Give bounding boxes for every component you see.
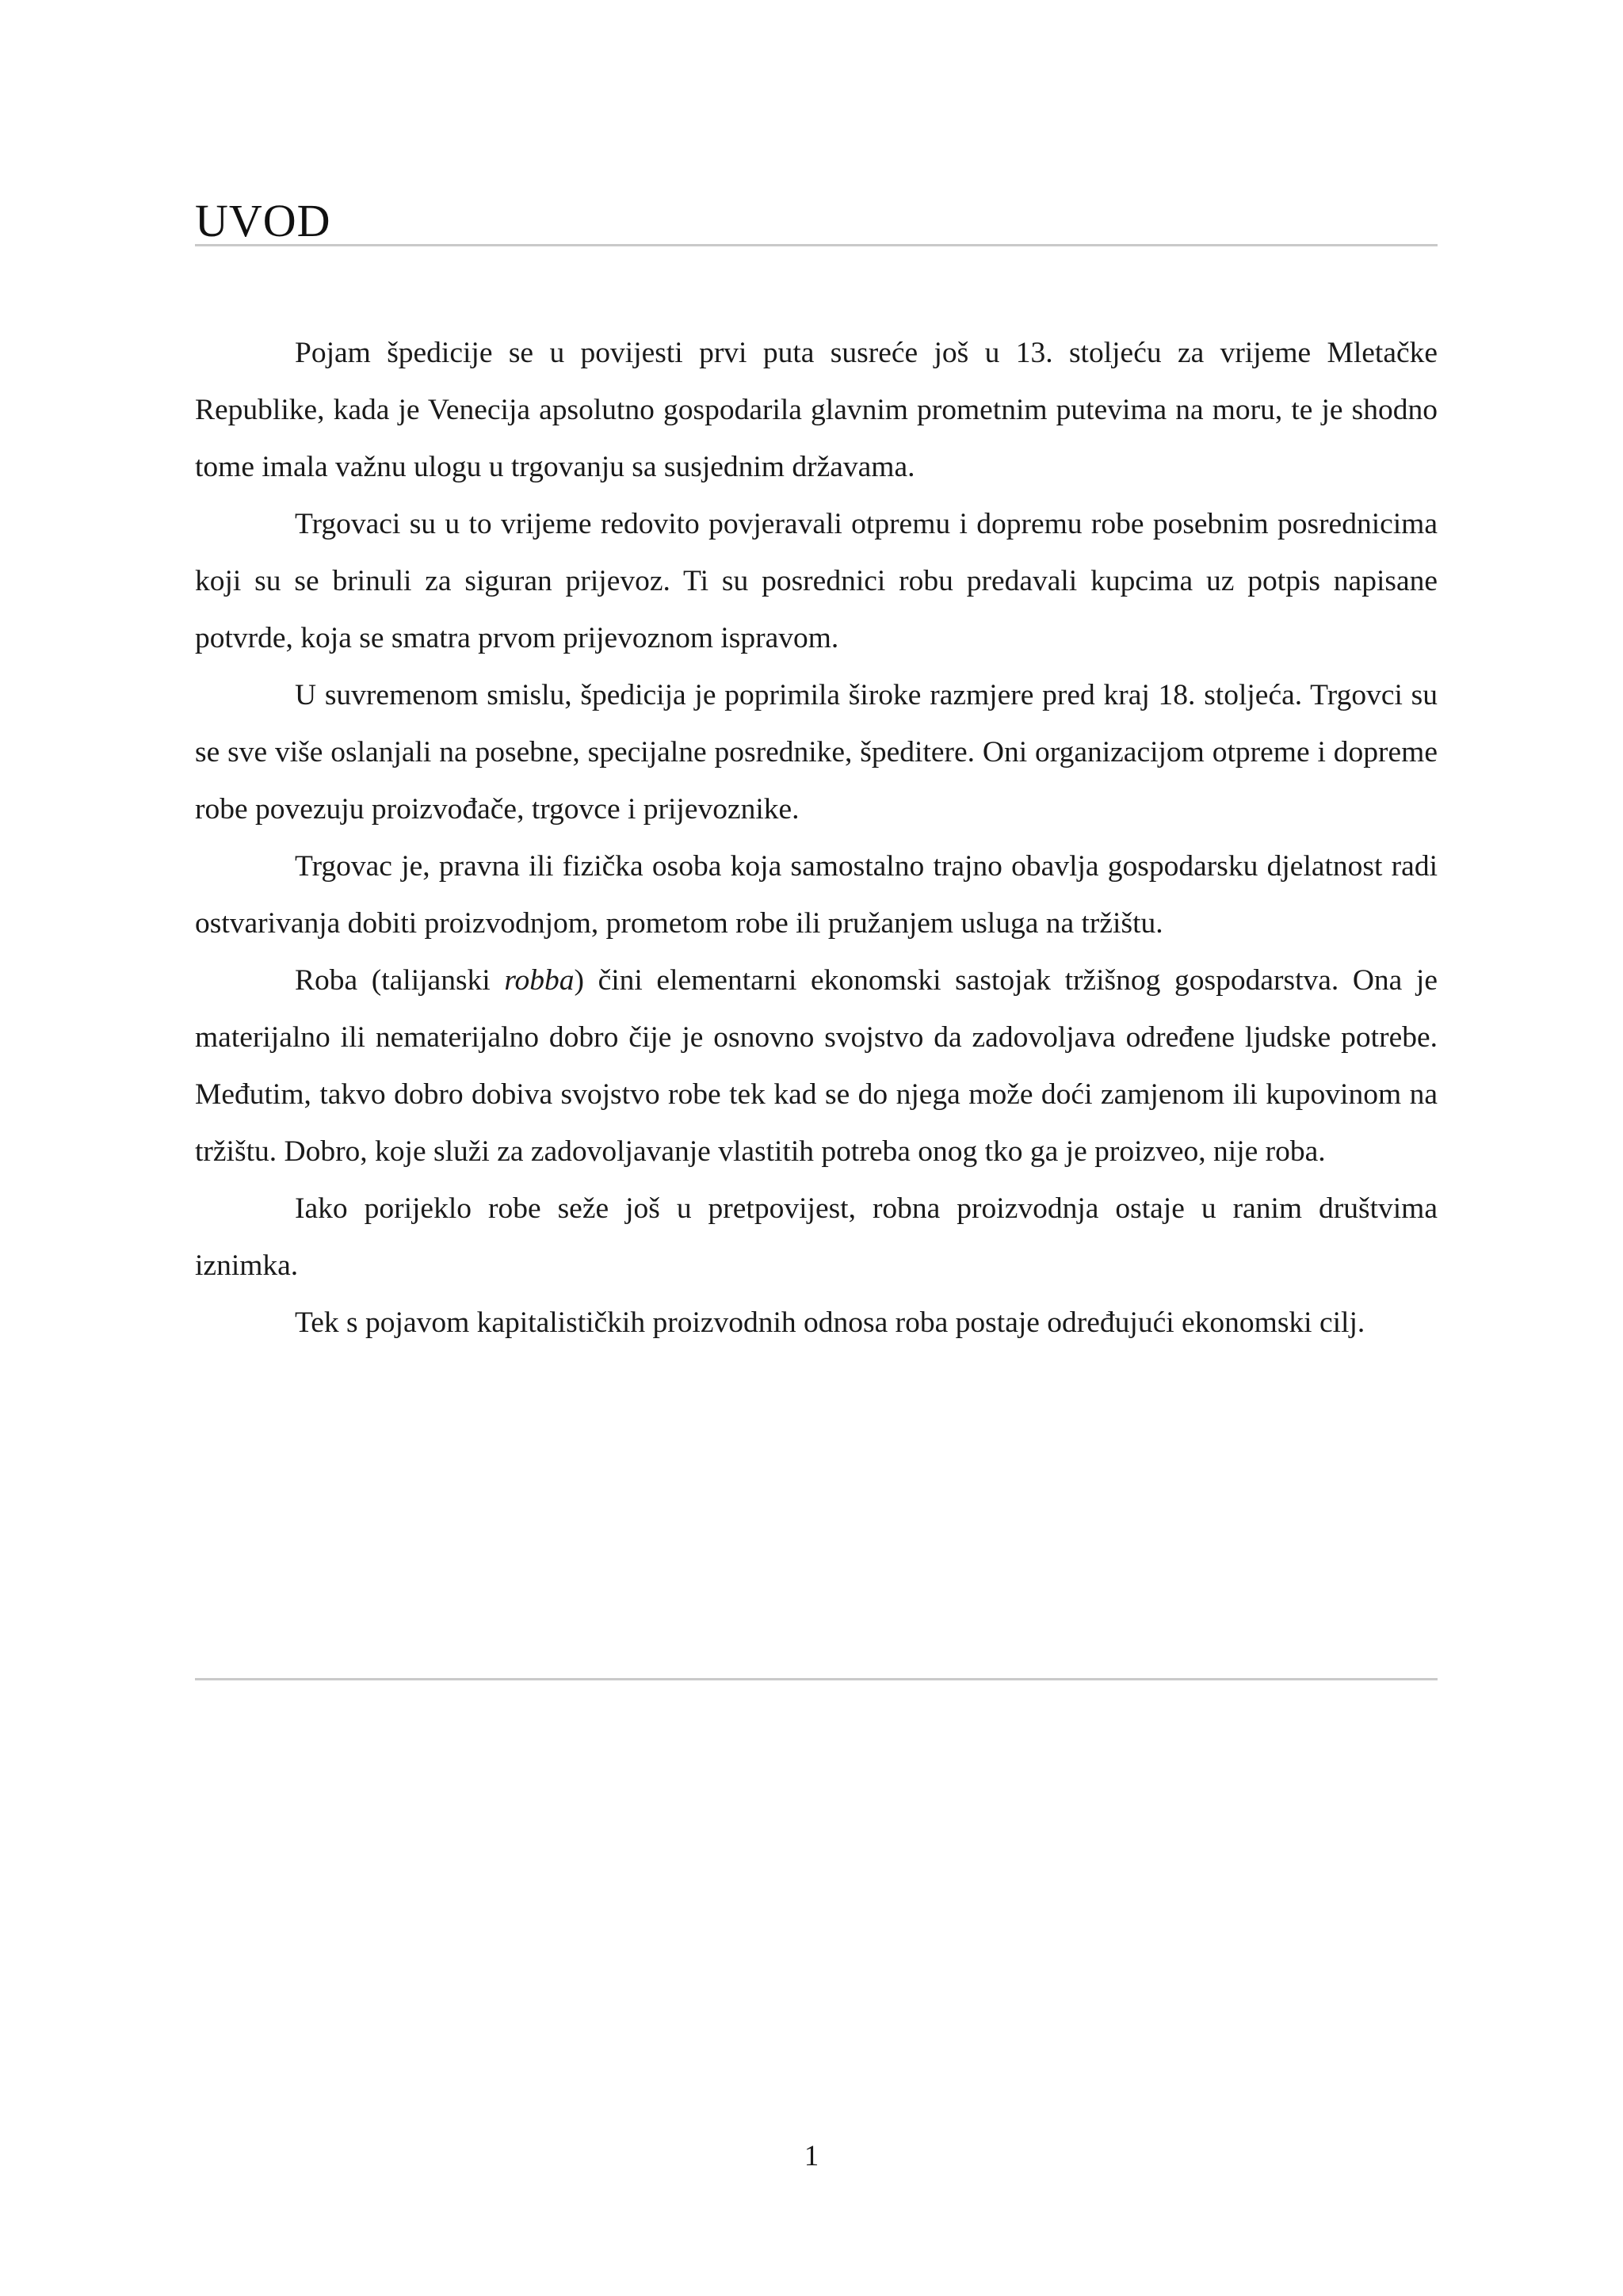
paragraph-text: Pojam špedicije se u povijesti prvi puta susreće još u 13. stoljeću za vrijeme Mletačke Republike, kada je Venecija apsolutno gospodarila glavnim prometnim putevima na moru, te je shodno tome imala važnu ulogu u trgovanju sa susjednim državama. <box>195 337 1438 483</box>
italic-term: robba <box>504 964 575 997</box>
paragraph <box>195 1180 1438 1295</box>
paragraph-text: U suvremenom smislu, špedicija je poprimila široke razmjere pred kraj 18. stoljeća. Trgovci su se sve više oslanjali na posebne, specijalne posrednike, špeditere. Oni organizacijom otpreme i dopreme robe povezuju proizvođače, trgovce i prijevoznike. <box>195 679 1438 826</box>
paragraph <box>195 952 1438 1180</box>
footer-divider <box>195 1678 1438 1680</box>
paragraph <box>195 496 1438 667</box>
paragraph <box>195 838 1438 952</box>
paragraph <box>195 1295 1438 1352</box>
paragraph-text: Roba (talijanski <box>295 964 505 997</box>
paragraph-text: Trgovac je, pravna ili fizička osoba koja samostalno trajno obavlja gospodarsku djelatnost radi ostvarivanja dobiti proizvodnjom, prometom robe ili pružanjem usluga na tržištu. <box>195 850 1438 940</box>
paragraph <box>195 325 1438 496</box>
heading-divider <box>195 244 1438 246</box>
page-title: UVOD <box>195 195 331 246</box>
paragraph-text: ) čini elementarni ekonomski sastojak tržišnog gospodarstva. Ona je materijalno ili nematerijalno dobro čije je osnovno svojstvo da zadovoljava određene ljudske potrebe. Međutim, takvo dobro dobiva svojstvo robe tek kad se do njega može doći zamjenom ili kupovinom na tržištu. Dobro, koje služi za zadovoljavanje vlastitih potreba onog tko ga je proizveo, nije roba. <box>195 964 1438 1168</box>
paragraph <box>195 667 1438 838</box>
paragraph-text: Trgovaci su u to vrijeme redovito povjeravali otpremu i dopremu robe posebnim posrednicima koji su se brinuli za siguran prijevoz. Ti su posrednici robu predavali kupcima uz potpis napisane potvrde, koja se smatra prvom prijevoznom ispravom. <box>195 508 1438 654</box>
body-text <box>195 325 1438 1352</box>
paragraph-text: Tek s pojavom kapitalističkih proizvodnih odnosa roba postaje određujući ekonomski cilj. <box>295 1306 1365 1339</box>
paragraph-text: Iako porijeklo robe seže još u pretpovijest, robna proizvodnja ostaje u ranim društvima iznimka. <box>195 1192 1438 1282</box>
page-number: 1 <box>804 2140 819 2172</box>
